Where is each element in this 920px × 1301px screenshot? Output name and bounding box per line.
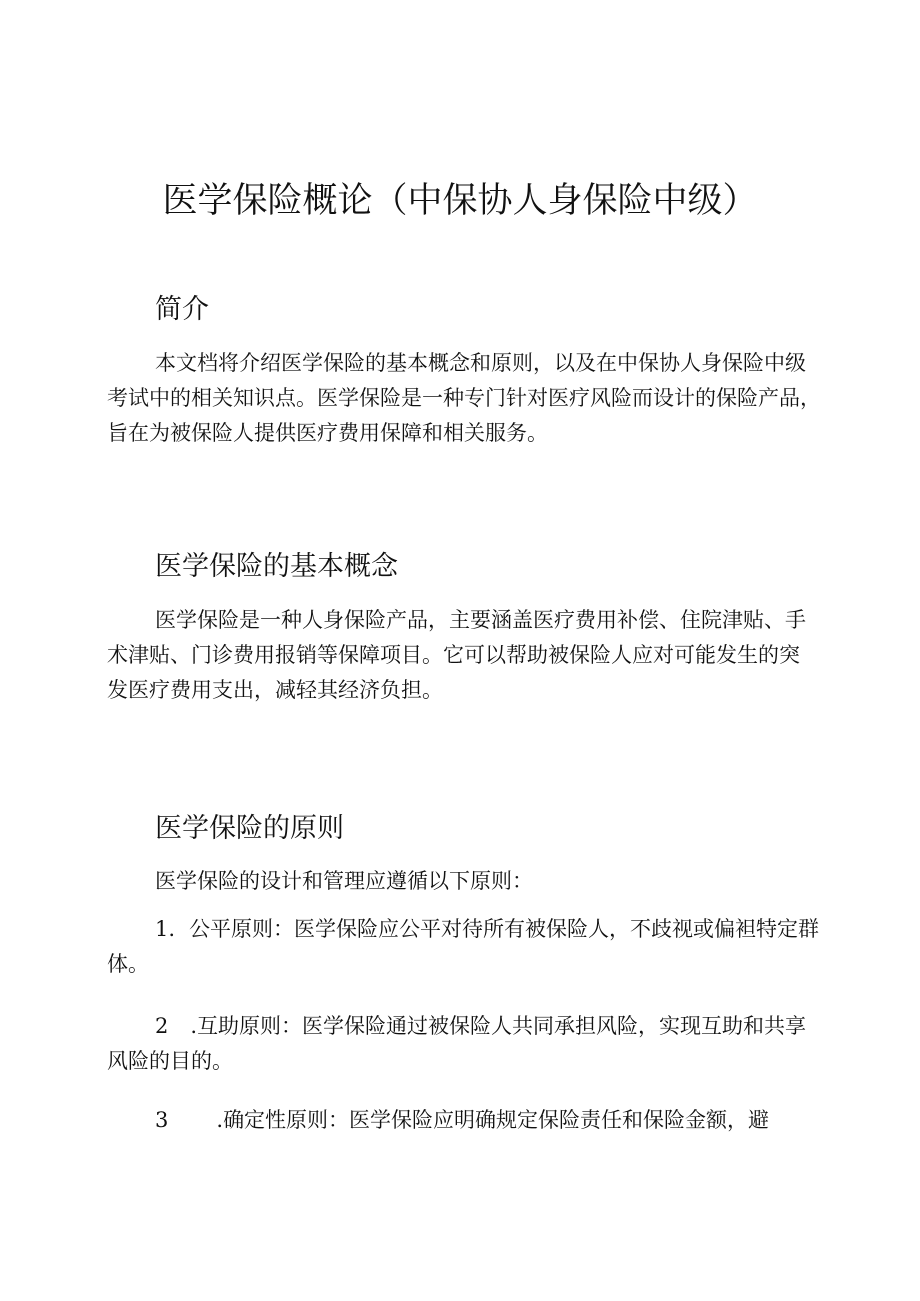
concept-line-1: 医学保险是一种人身保险产品，主要涵盖医疗费用补偿、住院津贴、手 — [155, 608, 806, 632]
principle-item-3 — [107, 1103, 829, 1138]
intro-line-1: 本文档将介绍医学保险的基本概念和原则，以及在中保协人身保险中级 — [155, 351, 806, 375]
principle-text-2: 互助原则：医学保险通过被保险人共同承担风险，实现互助和共享 — [197, 1014, 807, 1038]
section-heading-principles: 医学保险的原则 — [155, 813, 344, 844]
document-title: 医学保险概论（中保协人身保险中级） — [162, 181, 758, 221]
concept-paragraph — [107, 603, 829, 708]
intro-paragraph — [107, 346, 829, 451]
principle-dot-3: . — [216, 1108, 224, 1132]
principle-number-2: 2 — [155, 1014, 169, 1038]
principles-intro — [107, 864, 829, 899]
concept-line-2: 术津贴、门诊费用报销等保障项目。它可以帮助被保险人应对可能发生的突 — [107, 643, 800, 667]
principle-text-1-cont: 体。 — [107, 952, 149, 976]
section-heading-concept: 医学保险的基本概念 — [155, 551, 398, 582]
concept-line-3: 发医疗费用支出，减轻其经济负担。 — [107, 678, 443, 702]
principle-item-1 — [107, 912, 829, 982]
principles-intro-line: 医学保险的设计和管理应遵循以下原则： — [155, 869, 533, 893]
principle-item-2 — [107, 1009, 829, 1079]
principle-text-1: 公平原则：医学保险应公平对待所有被保险人，不歧视或偏袒特定群 — [189, 917, 820, 941]
principle-text-2-cont: 风险的目的。 — [107, 1049, 233, 1073]
intro-line-2: 考试中的相关知识点。医学保险是一种专门针对医疗风险而设计的保险产品， — [107, 386, 821, 410]
principle-number-3: 3 — [155, 1108, 169, 1132]
principle-text-3: 确定性原则：医学保险应明确规定保险责任和保险金额，避 — [223, 1108, 770, 1132]
principle-number-1: 1. — [155, 917, 176, 941]
intro-line-3: 旨在为被保险人提供医疗费用保障和相关服务。 — [107, 421, 548, 445]
section-heading-intro: 简介 — [155, 294, 209, 325]
principle-dot-2: . — [190, 1014, 198, 1038]
